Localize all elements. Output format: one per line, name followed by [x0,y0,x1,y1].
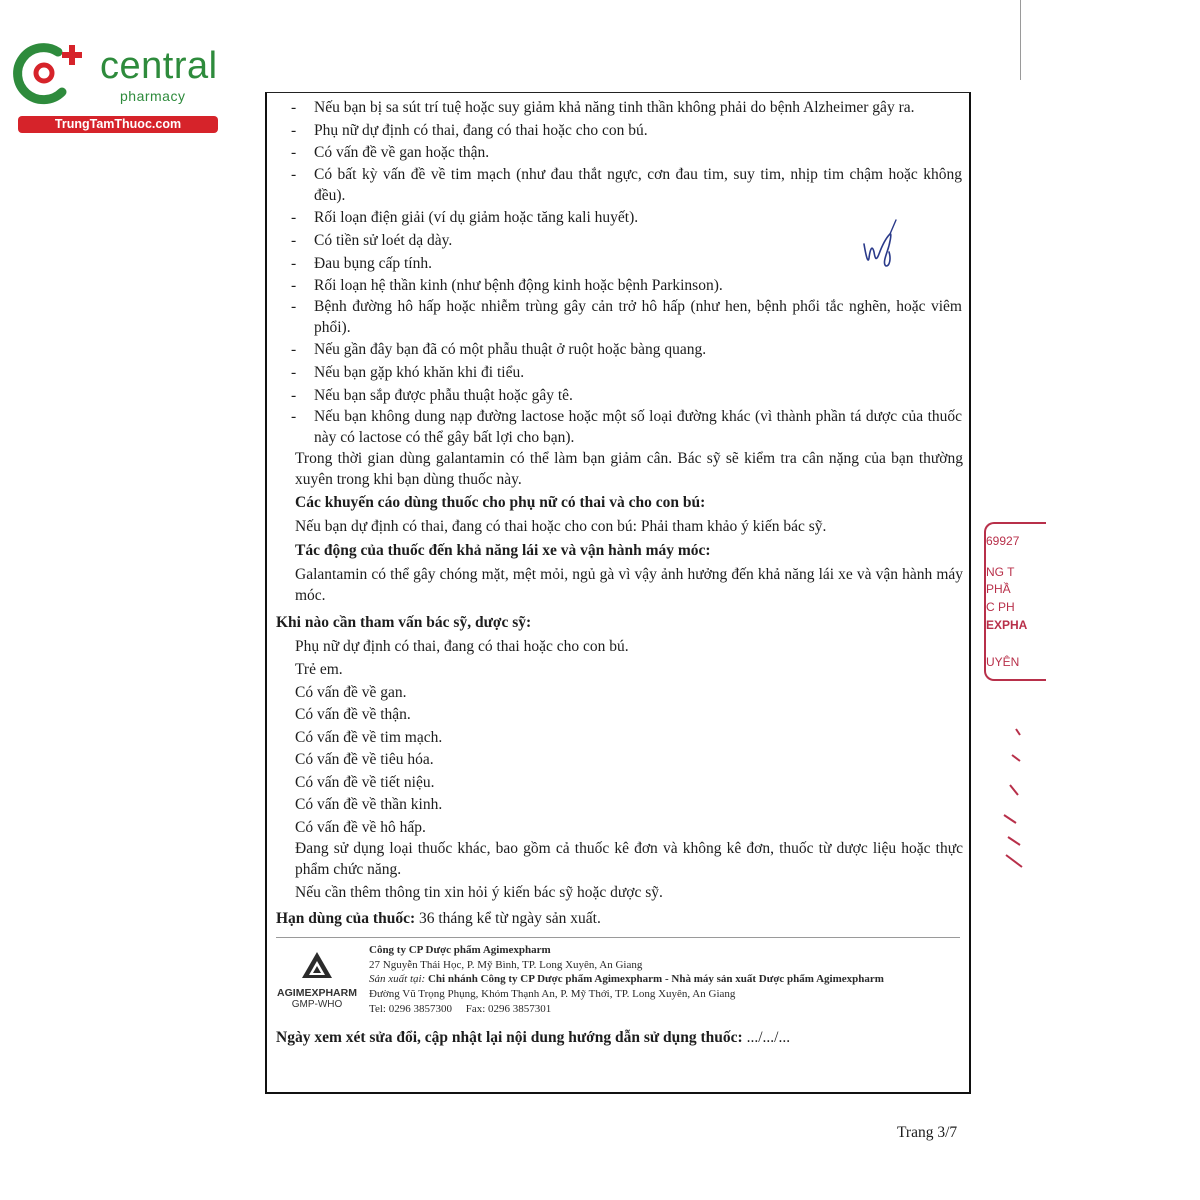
document-content-box: - Nếu bạn bị sa sút trí tuệ hoặc suy giảm khả năng tinh thần không phải do bệnh Alzheimer gây ra. - Phụ nữ dự định có thai, đang có thai hoặc cho con bú. - Có vấn đề về gan hoặc thận. - Có bất kỳ vấn đề về tim mạch (như đau thắt ngực, cơn đau tim, suy tim, nhịp tim chậm hoặc không đều). - Rối loạn điện giải (ví dụ giảm hoặc tăng kali huyết). - Có tiền sử loét dạ dày. - Đau bụng cấp tính. - Rối loạn hệ thần kinh (như bệnh động kinh hoặc bệnh Parkinson). - Bệnh đường hô hấp hoặc nhiễm trùng gây cản trở hô hấp (như hen, bệnh phổi tắc nghẽn, hoặc viêm phổi). - Nếu gần đây bạn đã có một phẫu thuật ở ruột hoặc bàng quang. - Nếu bạn gặp khó khăn khi đi tiểu. - Nếu bạn sắp được phẫu thuật hoặc gây tê. - Nếu bạn không dung nạp đường lactose hoặc một số loại đường khác (vì thành phần tá dược của thuốc này có lactose có thể gây bất lợi cho bạn). Trong thời gian dùng galantamin có thể làm bạn giảm cân. Bác sỹ sẽ kiểm tra cân nặng của bạn thường xuyên trong khi bạn dùng thuốc này. Các khuyến cáo dùng thuốc cho phụ nữ có thai và cho con bú: Nếu bạn dự định có thai, đang có thai hoặc cho con bú: Phải tham khảo ý kiến bác sỹ. Tác động của thuốc đến khả năng lái xe và vận hành máy móc: Galantamin có thể gây chóng mặt, mệt mỏi, ngủ gà vì vậy ảnh hưởng đến khả năng lái xe và vận hành máy móc. Khi nào cần tham vấn bác sỹ, dược sỹ: Phụ nữ dự định có thai, đang có thai hoặc cho con bú. Trẻ em. Có vấn đề về gan. Có vấn đề về thận. Có vấn đề về tim mạch. Có vấn đề về tiêu hóa. Có vấn đề về tiết niệu. Có vấn đề về thần kinh. Có vấn đề về hô hấp. Đang sử dụng loại thuốc khác, bao gồm cả thuốc kê đơn và không kê đơn, thuốc từ dược liệu hoặc thực phẩm chức năng. Nếu cần thêm thông tin xin hỏi ý kiến bác sỹ hoặc dược sỹ. Hạn dùng của thuốc: 36 tháng kể từ ngày sản xuất. AGIMEXPHARM GMP-WHO Công ty CP Dược phẩm Agimexpharm 27 Nguyễn Thái Học, P. Mỹ Bình, TP. Long Xuyên, An Giang Sản xuất tại: Chi nhánh Công ty CP Dược phẩm Agimexpharm - Nhà máy sản xuất Dược phẩm Agimexpharm Đường Vũ Trọng Phụng, Khóm Thạnh An, P. Mỹ Thới, TP. Long Xuyên, An Giang Tel: 0296 3857300 Fax: 0296 3857301 Ngày xem xét sửa đổi, cập nhật lại nội dung hướng dẫn sử dụng thuốc: .../.../... [265,92,971,1094]
manufacturer-line: Sản xuất tại: Chi nhánh Công ty CP Dược phẩm Agimexpharm - Nhà máy sản xuất Dược phẩm Agimexpharm [369,973,884,985]
review-value: .../.../... [746,1029,791,1046]
consult-line: Có vấn đề về tiết niệu. [295,774,435,791]
factory-address: Đường Vũ Trọng Phụng, Khóm Thạnh An, P. Mỹ Thới, TP. Long Xuyên, An Giang [369,988,736,1000]
expiry-label: Hạn dùng của thuốc: [276,910,416,927]
official-stamp: 69927 NG T PHẦ C PH EXPHA UYÊN [986,534,1028,669]
review-label: Ngày xem xét sửa đổi, cập nhật lại nội dung hướng dẫn sử dụng thuốc: [276,1029,743,1046]
other-drugs-text: Đang sử dụng loại thuốc khác, bao gồm cả thuốc kê đơn và không kê đơn, thuốc từ dược liệu hoặc thực phẩm chức năng. [295,840,963,878]
consult-line: Trẻ em. [295,661,343,678]
driving-heading: Tác động của thuốc đến khả năng lái xe và vận hành máy móc: [295,542,711,559]
consult-line: Có vấn đề về thần kinh. [295,796,443,813]
driving-text: Galantamin có thể gây chóng mặt, mệt mỏi, ngủ gà vì vậy ảnh hưởng đến khả năng lái xe và vận hành máy móc. [295,566,963,604]
consult-line: Có vấn đề về tiêu hóa. [295,751,434,768]
brand-subtitle: pharmacy [120,88,186,104]
section-divider [276,937,960,938]
expiry-line [276,910,601,928]
agimexpharm-logo [272,950,362,1012]
consult-line: Có vấn đề về thận. [295,706,411,723]
pregnancy-text: Nếu bạn dự định có thai, đang có thai hoặc cho con bú: Phải tham khảo ý kiến bác sỹ. [295,518,827,535]
consult-line: Có vấn đề về hô hấp. [295,819,426,836]
expiry-value: 36 tháng kể từ ngày sản xuất. [418,910,601,927]
company-phone: Tel: 0296 3857300 Fax: 0296 3857301 [369,1003,552,1015]
brand-url: TrungTamThuoc.com [18,116,218,133]
agimexpharm-triangle-icon [300,950,334,980]
more-info-text: Nếu cần thêm thông tin xin hỏi ý kiến bác sỹ hoặc dược sỹ. [295,884,663,901]
consult-line: Có vấn đề về gan. [295,684,407,701]
consult-line: Phụ nữ dự định có thai, đang có thai hoặc cho con bú. [295,638,629,655]
weight-note: Trong thời gian dùng galantamin có thể làm bạn giảm cân. Bác sỹ sẽ kiểm tra cân nặng của bạn thường xuyên trong khi bạn dùng thuốc này. [295,450,963,488]
agimexpharm-name: AGIMEXPHARM [277,987,357,999]
review-date-line [276,1029,790,1047]
gmp-who-label: GMP-WHO [291,999,343,1010]
pharmacy-logo-icon [10,38,90,108]
company-name: Công ty CP Dược phẩm Agimexpharm [369,944,551,956]
page-number: Trang 3/7 [897,1124,958,1141]
stamp-ink-marks [1000,725,1024,875]
consult-line: Có vấn đề về tim mạch. [295,729,443,746]
brand-name: central [100,45,218,87]
page-edge-line [1020,0,1021,80]
pregnancy-heading: Các khuyến cáo dùng thuốc cho phụ nữ có thai và cho con bú: [295,494,706,511]
consult-heading: Khi nào cần tham vấn bác sỹ, dược sỹ: [276,614,532,631]
central-pharmacy-logo [10,38,220,138]
company-address: 27 Nguyễn Thái Học, P. Mỹ Bình, TP. Long Xuyên, An Giang [369,959,643,971]
